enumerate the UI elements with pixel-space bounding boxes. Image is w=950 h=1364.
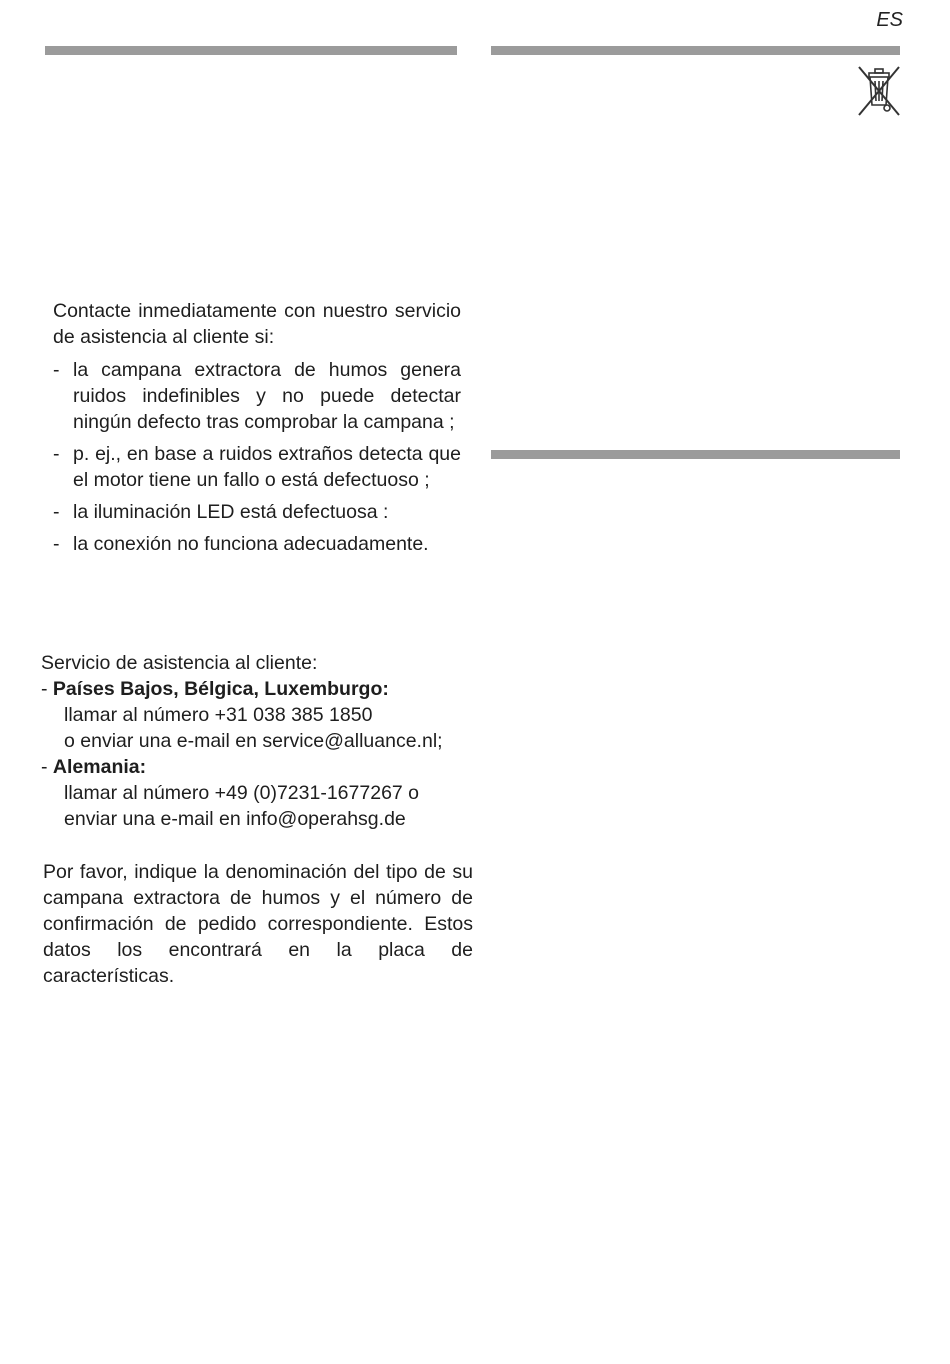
contact-section — [53, 298, 461, 563]
contact-intro: Contacte inmediatamente con nuestro servicio de asistencia al cliente si: — [53, 300, 461, 348]
region-benelux: - Países Bajos, Bélgica, Luxemburgo: — [41, 678, 389, 700]
list-item: - la iluminación LED está defectuosa : — [53, 501, 389, 523]
list-item: - la campana extractora de humos genera ruidos indefinibles y no puede detectar ningún defecto tras comprobar la campana ; — [53, 359, 461, 433]
region-germany: - Alemania: — [41, 756, 147, 778]
phone-line: llamar al número +49 (0)7231-1677267 o — [64, 782, 420, 804]
service-heading: Servicio de asistencia al cliente: — [41, 652, 318, 674]
region-name: Países Bajos, Bélgica, Luxemburgo: — [52, 678, 389, 700]
contact-reasons-list — [53, 357, 461, 557]
list-item: - p. ej., en base a ruidos extraños detecta que el motor tiene un fallo o está defectuoso ; — [53, 443, 461, 491]
section-divider-right-top — [491, 46, 900, 55]
language-code: ES — [876, 9, 903, 31]
section-divider-right-middle — [491, 450, 900, 459]
list-item: - la conexión no funciona adecuadamente. — [53, 533, 429, 555]
type-plate-note: Por favor, indique la denominación del tipo de su campana extractora de humos y el número de confirmación de pedido correspondiente. Estos datos los encontrará en la placa de características. — [43, 861, 473, 987]
phone-line: llamar al número +31 038 385 1850 — [64, 704, 373, 726]
email-line: o enviar una e-mail en service@alluance.nl; — [64, 730, 443, 752]
customer-service-section — [41, 650, 481, 832]
section-divider-left — [45, 46, 457, 55]
bullet-dash: - — [53, 533, 60, 555]
crossed-out-wheeled-bin-icon — [855, 65, 903, 117]
bullet-dash: - — [53, 443, 60, 465]
email-line: enviar una e-mail en info@operahsg.de — [64, 808, 406, 830]
region-name: Alemania: — [52, 756, 147, 778]
bullet-dash: - — [53, 501, 60, 523]
bullet-dash: - — [53, 359, 60, 381]
